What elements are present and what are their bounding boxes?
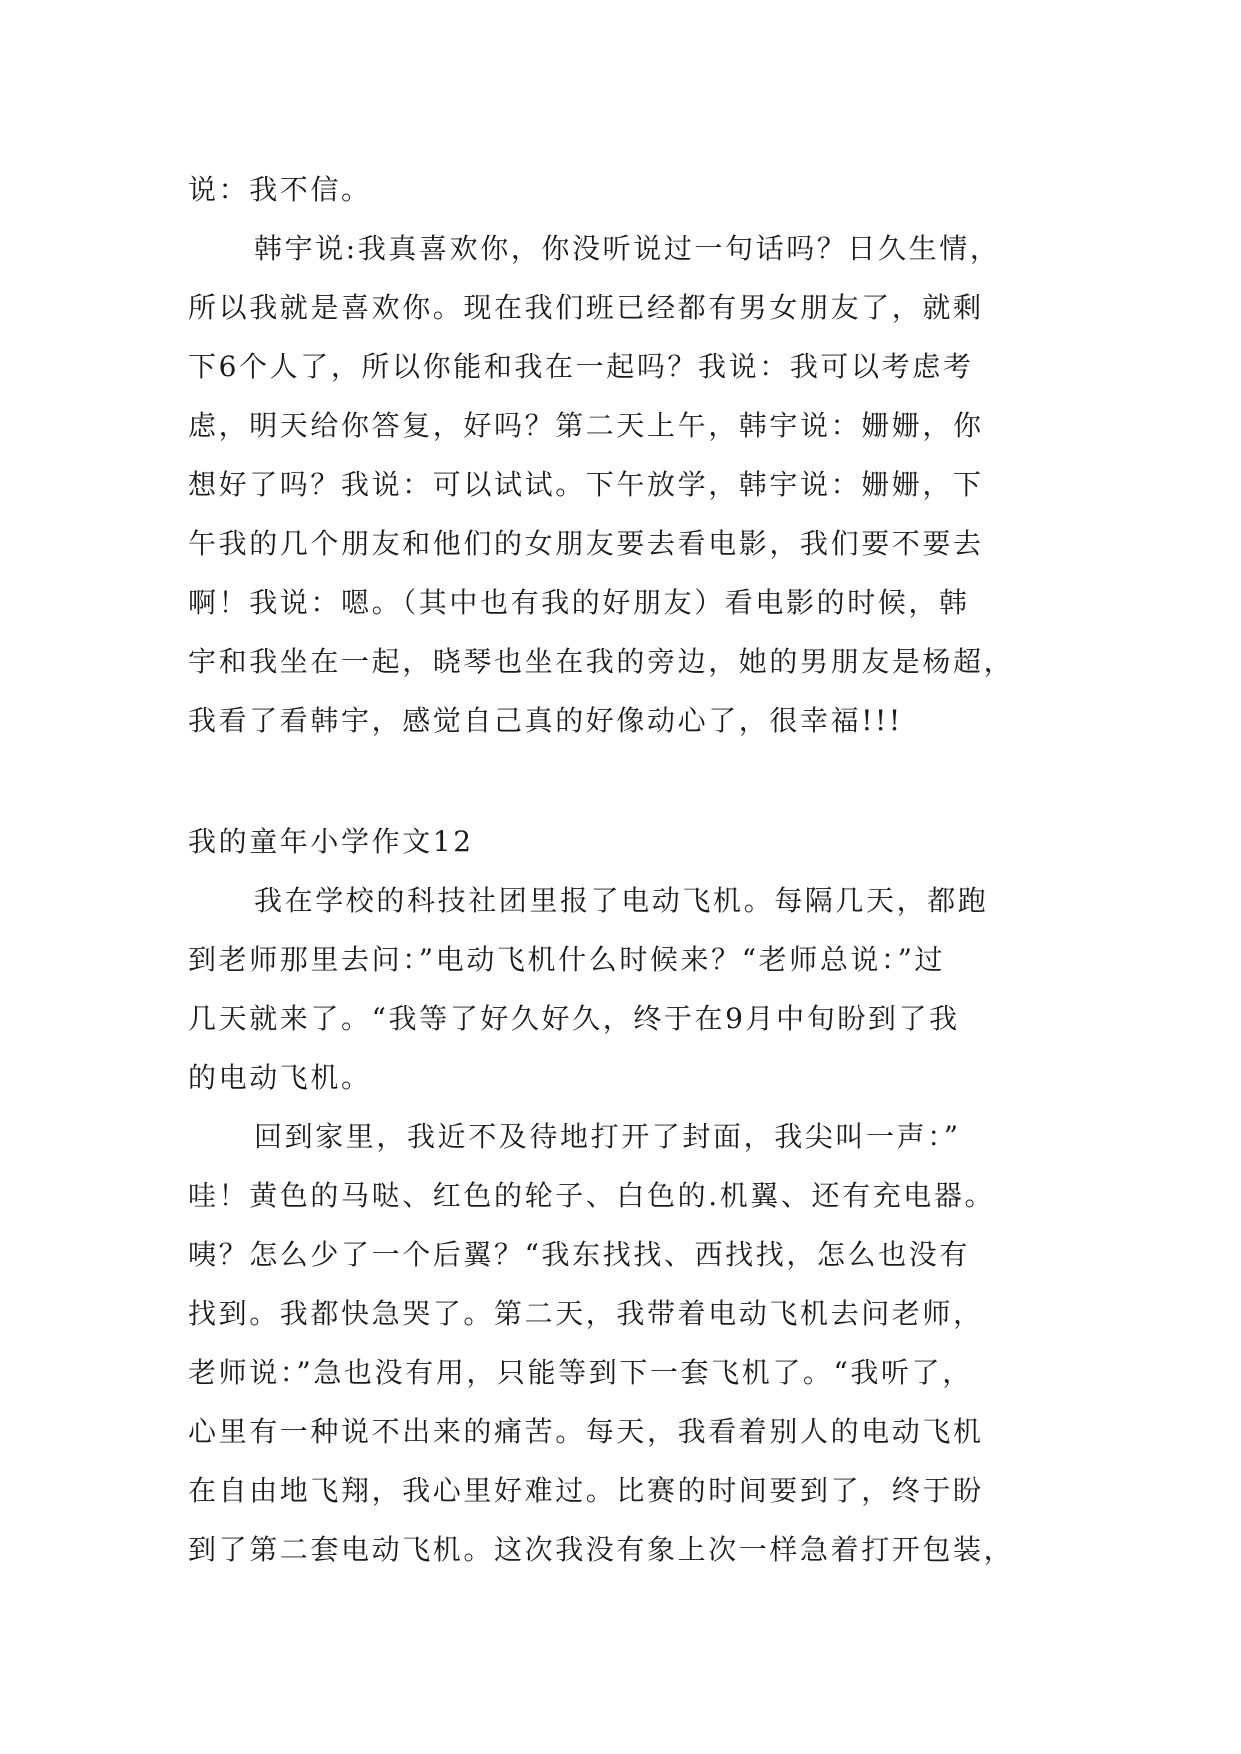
text-line: 所以我就是喜欢你。现在我们班已经都有男女朋友了，就剩: [188, 291, 984, 324]
text-line: 我看了看韩宇，感觉自己真的好像动心了，很幸福!!!: [188, 704, 903, 737]
text-line: 在自由地飞翔，我心里好难过。比赛的时间要到了，终于盼: [188, 1474, 984, 1507]
text-line: 到了第二套电动飞机。这次我没有象上次一样急着打开包装，: [188, 1533, 1015, 1566]
section-title: 我的童年小学作文12: [188, 825, 474, 858]
text-line: 啊！我说：嗯。（其中也有我的好朋友）看电影的时候，韩: [188, 586, 970, 619]
document-body: [188, 160, 1063, 1579]
text-line: 找到。我都快急哭了。第二天，我带着电动飞机去问老师，: [188, 1297, 984, 1330]
text-line: 几天就来了。“我等了好久好久，终于在9月中旬盼到了我: [188, 1002, 960, 1035]
text-line: 午我的几个朋友和他们的女朋友要去看电影，我们要不要去: [188, 527, 984, 560]
paragraph-first-line: 回到家里，我近不及待地打开了封面，我尖叫一声：”: [254, 1120, 961, 1153]
text-line: 下6个人了，所以你能和我在一起吗？我说：我可以考虑考: [188, 350, 974, 383]
text-line: 的电动飞机。: [188, 1061, 372, 1094]
text-line: 咦？怎么少了一个后翼？“我东找找、西找找，怎么也没有: [188, 1238, 970, 1271]
section-spacer: [188, 750, 1063, 812]
paragraph-first-line: 我在学校的科技社团里报了电动飞机。每隔几天，都跑: [254, 884, 989, 917]
text-line: 宇和我坐在一起，晓琴也坐在我的旁边，她的男朋友是杨超，: [188, 645, 1015, 678]
paragraph-first-line: 韩宇说:我真喜欢你，你没听说过一句话吗？日久生情，: [254, 232, 1001, 265]
text-line: 说：我不信。: [188, 173, 372, 206]
text-line: 老师说：”急也没有用，只能等到下一套飞机了。“我听了，: [188, 1356, 973, 1389]
text-line: 虑，明天给你答复，好吗？第二天上午，韩宇说：姗姗，你: [188, 409, 984, 442]
text-line: 心里有一种说不出来的痛苦。每天，我看着别人的电动飞机: [188, 1415, 984, 1448]
text-line: 哇！黄色的马哒、红色的轮子、白色的.机翼、还有充电器。: [188, 1179, 996, 1212]
text-line: 想好了吗？我说：可以试试。下午放学，韩宇说：姗姗，下: [188, 468, 984, 501]
text-line: 到老师那里去问：”电动飞机什么时候来？“老师总说：”过: [188, 943, 946, 976]
